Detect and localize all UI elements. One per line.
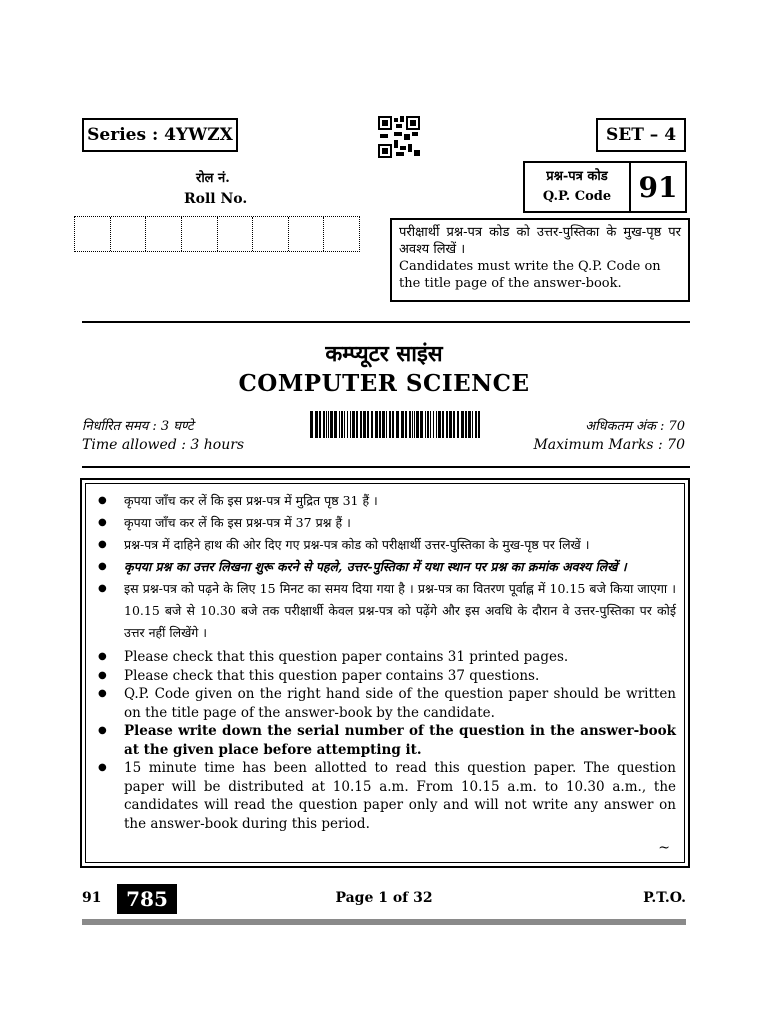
qp-code-value: 91 [638, 170, 678, 204]
qp-code-label: Q.P. Code [542, 189, 612, 204]
instruction-hindi-4: ● कृपया प्रश्न का उत्तर लिखना शुरू करने से पहले, उत्तर-पुस्तिका में यथा स्थान पर प्रश्न का क्रमांक अवश्य लिखें । [94, 556, 676, 578]
instruction-hindi-5: ● इस प्रश्न-पत्र को पढ़ने के लिए 15 मिनट का समय दिया गया है । प्रश्न-पत्र का वितरण पूर्वाह्न में 10.15 बजे किया जाएगा । 10.15 बजे से 10.30 बजे तक परीक्षार्थी केवल प्रश्न-पत्र को पढ़ेंगे और इस अवधि के दौरान वे उत्तर-पुस्तिका पर कोई उत्तर नहीं लिखेंगे । [94, 578, 676, 644]
time-allowed-hindi: निर्धारित समय : 3 घण्टे [82, 419, 194, 434]
instruction-english-5: ● 15 minute time has been allotted to read this question paper. The question paper will be distributed at 10.15 a.m. From 10.15 a.m. to 10.30 a.m., the candidates will read the question paper only and will not write any answer on the answer-book during this period. [94, 759, 676, 833]
qp-code-note [390, 218, 690, 302]
footer-box-number: 785 [117, 884, 177, 914]
instruction-hindi-2: ● कृपया जाँच कर लें कि इस प्रश्न-पत्र में 37 प्रश्न हैं । [94, 512, 676, 534]
instructions-inner [85, 483, 685, 863]
qp-code-label-hindi: प्रश्न-पत्र कोड [546, 169, 608, 184]
subject-title: COMPUTER SCIENCE [238, 370, 530, 397]
instructions-english-list [94, 648, 676, 833]
roll-number-box[interactable] [324, 217, 359, 251]
barcode-icon [310, 411, 480, 438]
instruction-english-3: ● Q.P. Code given on the right hand side of the question paper should be written on the title page of the answer-book by the candidate. [94, 685, 676, 722]
instructions-hindi-list [94, 490, 676, 644]
instruction-english-4: ● Please write down the serial number of the question in the answer-book at the given place before attempting it. [94, 722, 676, 759]
roll-number-box[interactable] [182, 217, 218, 251]
maximum-marks-hindi: अधिकतम अंक : 70 [585, 419, 685, 434]
footer-bar [82, 919, 686, 925]
qp-code-note-hindi: परीक्षार्थी प्रश्न-पत्र कोड को उत्तर-पुस्तिका के मुख-पृष्ठ पर अवश्य लिखें । [399, 225, 681, 257]
instruction-english-1: ● Please check that this question paper contains 31 printed pages. [94, 648, 676, 667]
qp-code-note-english: Candidates must write the Q.P. Code on the title page of the answer-book. [399, 259, 661, 291]
series-label: Series : 4YWZX [82, 118, 238, 152]
roll-number-box[interactable] [218, 217, 254, 251]
page-number: Page 1 of 32 [335, 890, 433, 906]
roll-number-box[interactable] [146, 217, 182, 251]
subject-title-hindi: कम्प्यूटर साइंस [325, 341, 443, 367]
roll-number-label: Roll No. [184, 191, 248, 207]
instruction-english-2: ● Please check that this question paper contains 37 questions. [94, 667, 676, 686]
tilde-mark: ~ [658, 840, 670, 856]
divider-bottom [82, 466, 690, 468]
qp-code-box [523, 161, 687, 213]
footer-qp-code: 91 [82, 890, 102, 906]
roll-number-box[interactable] [75, 217, 111, 251]
qr-code-icon [378, 116, 420, 158]
time-allowed: Time allowed : 3 hours [82, 437, 245, 453]
roll-number-boxes[interactable] [74, 216, 360, 252]
set-label: SET – 4 [596, 118, 686, 152]
maximum-marks: Maximum Marks : 70 [533, 437, 685, 453]
pto-label: P.T.O. [643, 890, 686, 906]
qp-code-labels [525, 163, 631, 211]
roll-number-box[interactable] [111, 217, 147, 251]
roll-number-label-hindi: रोल नं. [196, 171, 230, 186]
instructions-box [80, 478, 690, 868]
instruction-hindi-1: ● कृपया जाँच कर लें कि इस प्रश्न-पत्र में मुद्रित पृष्ठ 31 हैं । [94, 490, 676, 512]
roll-number-box[interactable] [253, 217, 289, 251]
roll-number-box[interactable] [289, 217, 325, 251]
instruction-hindi-3: ● प्रश्न-पत्र में दाहिने हाथ की ओर दिए गए प्रश्न-पत्र कोड को परीक्षार्थी उत्तर-पुस्तिका के मुख-पृष्ठ पर लिखें । [94, 534, 676, 556]
divider-top [82, 321, 690, 323]
